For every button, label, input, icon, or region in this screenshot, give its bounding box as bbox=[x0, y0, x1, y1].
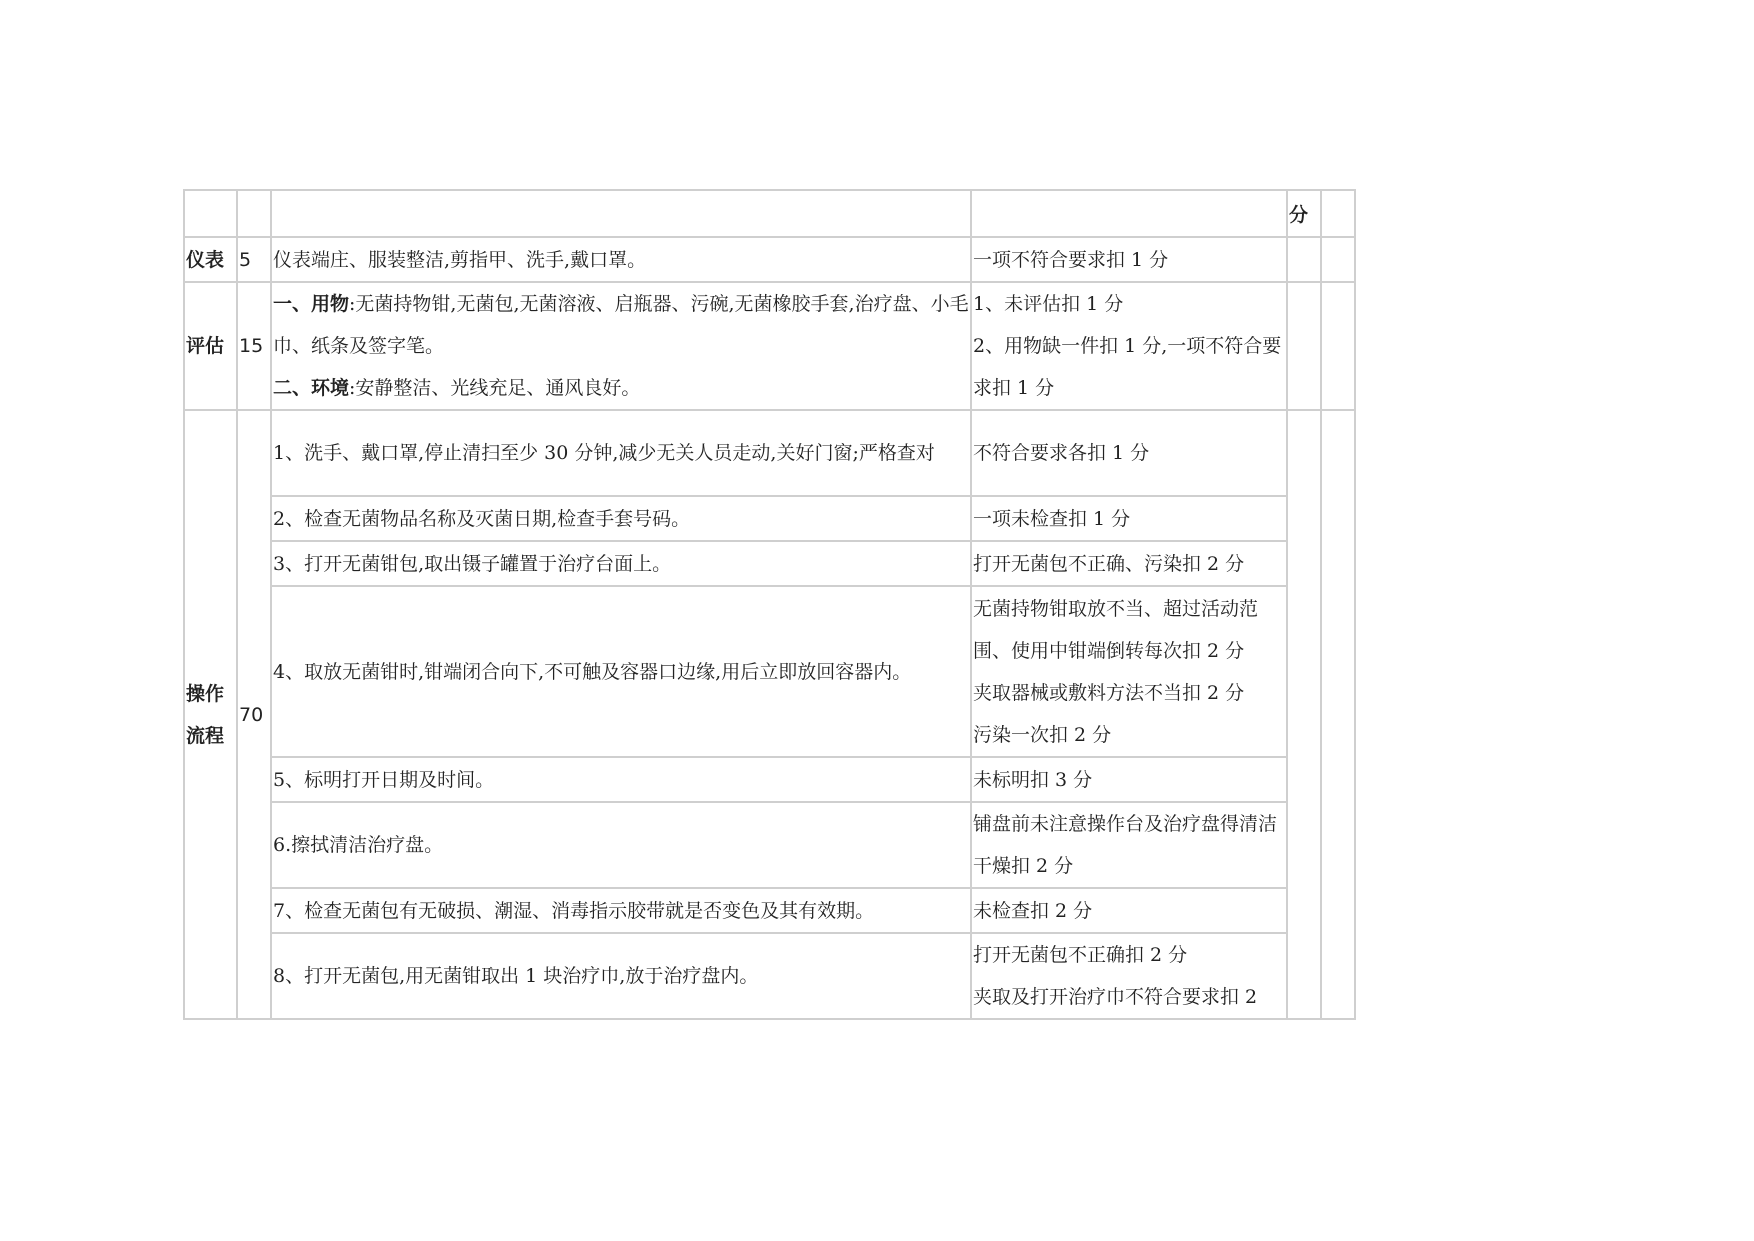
content-cell: 5、标明打开日期及时间。 bbox=[271, 757, 971, 802]
table-row bbox=[184, 802, 1355, 888]
content-label: 一、用物 bbox=[273, 293, 350, 315]
deduction-line: 打开无菌包不正确扣 2 分 bbox=[973, 944, 1188, 966]
table-row bbox=[184, 282, 1355, 410]
deduction-line: 1、未评估扣 1 分 bbox=[973, 293, 1124, 315]
content-cell: 1、洗手、戴口罩,停止清扫至少 30 分钟,减少无关人员走动,关好门窗;严格查对 bbox=[271, 410, 971, 496]
table-row bbox=[184, 757, 1355, 802]
content-cell: 6.擦拭清洁治疗盘。 bbox=[271, 802, 971, 888]
remark-cell bbox=[1321, 237, 1355, 282]
content-cell bbox=[271, 282, 971, 410]
content-label: 二、环境 bbox=[273, 377, 350, 399]
deduction-cell: 未检查扣 2 分 bbox=[971, 888, 1287, 933]
header-cell-category bbox=[184, 190, 237, 237]
content-cell: 4、取放无菌钳时,钳端闭合向下,不可触及容器口边缘,用后立即放回容器内。 bbox=[271, 586, 971, 757]
header-cell-deduction bbox=[971, 190, 1287, 237]
deduction-cell: 未标明扣 3 分 bbox=[971, 757, 1287, 802]
deduction-line: 污染一次扣 2 分 bbox=[973, 723, 1112, 746]
content-cell: 8、打开无菌包,用无菌钳取出 1 块治疗巾,放于治疗盘内。 bbox=[271, 933, 971, 1019]
deduction-line: 无菌持物钳取放不当、超过活动范围、使用中钳端倒转每次扣 2 分 bbox=[973, 597, 1259, 662]
deduction-cell: 一项未检查扣 1 分 bbox=[971, 496, 1287, 541]
table-row bbox=[184, 496, 1355, 541]
deduction-cell: 铺盘前未注意操作台及治疗盘得清洁干燥扣 2 分 bbox=[971, 802, 1287, 888]
content-text: :无菌持物钳,无菌包,无菌溶液、启瓶器、污碗,无菌橡胶手套,治疗盘、小毛巾、纸条及签字笔。 bbox=[273, 293, 969, 357]
deduction-line: 夹取器械或敷料方法不当扣 2 分 bbox=[973, 681, 1245, 704]
header-cell-score-unit: 分 bbox=[1287, 190, 1321, 237]
table-row bbox=[184, 888, 1355, 933]
deduction-cell: 不符合要求各扣 1 分 bbox=[971, 410, 1287, 496]
table-row bbox=[184, 933, 1355, 1019]
deduction-line: 夹取及打开治疗巾不符合要求扣 2 bbox=[973, 986, 1258, 1008]
category-cell bbox=[184, 410, 237, 1019]
table-row bbox=[184, 541, 1355, 586]
category-cell: 仪表 bbox=[184, 237, 237, 282]
table-row bbox=[184, 410, 1355, 496]
content-cell: 2、检查无菌物品名称及灭菌日期,检查手套号码。 bbox=[271, 496, 971, 541]
points-cell: 5 bbox=[237, 237, 271, 282]
deduction-cell bbox=[971, 586, 1287, 757]
score-cell bbox=[1287, 410, 1321, 1019]
scoring-table bbox=[183, 189, 1356, 1020]
deduction-line: 2、用物缺一件扣 1 分,一项不符合要求扣 1 分 bbox=[973, 335, 1282, 399]
table-row bbox=[184, 237, 1355, 282]
remark-cell bbox=[1321, 410, 1355, 1019]
content-cell: 7、检查无菌包有无破损、潮湿、消毒指示胶带就是否变色及其有效期。 bbox=[271, 888, 971, 933]
points-cell: 70 bbox=[237, 410, 271, 1019]
points-cell: 15 bbox=[237, 282, 271, 410]
header-row bbox=[184, 190, 1355, 237]
content-cell: 3、打开无菌钳包,取出镊子罐置于治疗台面上。 bbox=[271, 541, 971, 586]
content-text: :安静整洁、光线充足、通风良好。 bbox=[349, 377, 641, 399]
deduction-cell bbox=[971, 282, 1287, 410]
score-cell bbox=[1287, 237, 1321, 282]
deduction-cell: 一项不符合要求扣 1 分 bbox=[971, 237, 1287, 282]
category-line: 操作 bbox=[186, 682, 225, 705]
header-cell-remark bbox=[1321, 190, 1355, 237]
deduction-cell bbox=[971, 933, 1287, 1019]
deduction-cell: 打开无菌包不正确、污染扣 2 分 bbox=[971, 541, 1287, 586]
header-cell-content bbox=[271, 190, 971, 237]
category-line: 流程 bbox=[186, 724, 225, 747]
table-row bbox=[184, 586, 1355, 757]
score-cell bbox=[1287, 282, 1321, 410]
content-cell: 仪表端庄、服装整洁,剪指甲、洗手,戴口罩。 bbox=[271, 237, 971, 282]
remark-cell bbox=[1321, 282, 1355, 410]
category-cell: 评估 bbox=[184, 282, 237, 410]
header-cell-points bbox=[237, 190, 271, 237]
